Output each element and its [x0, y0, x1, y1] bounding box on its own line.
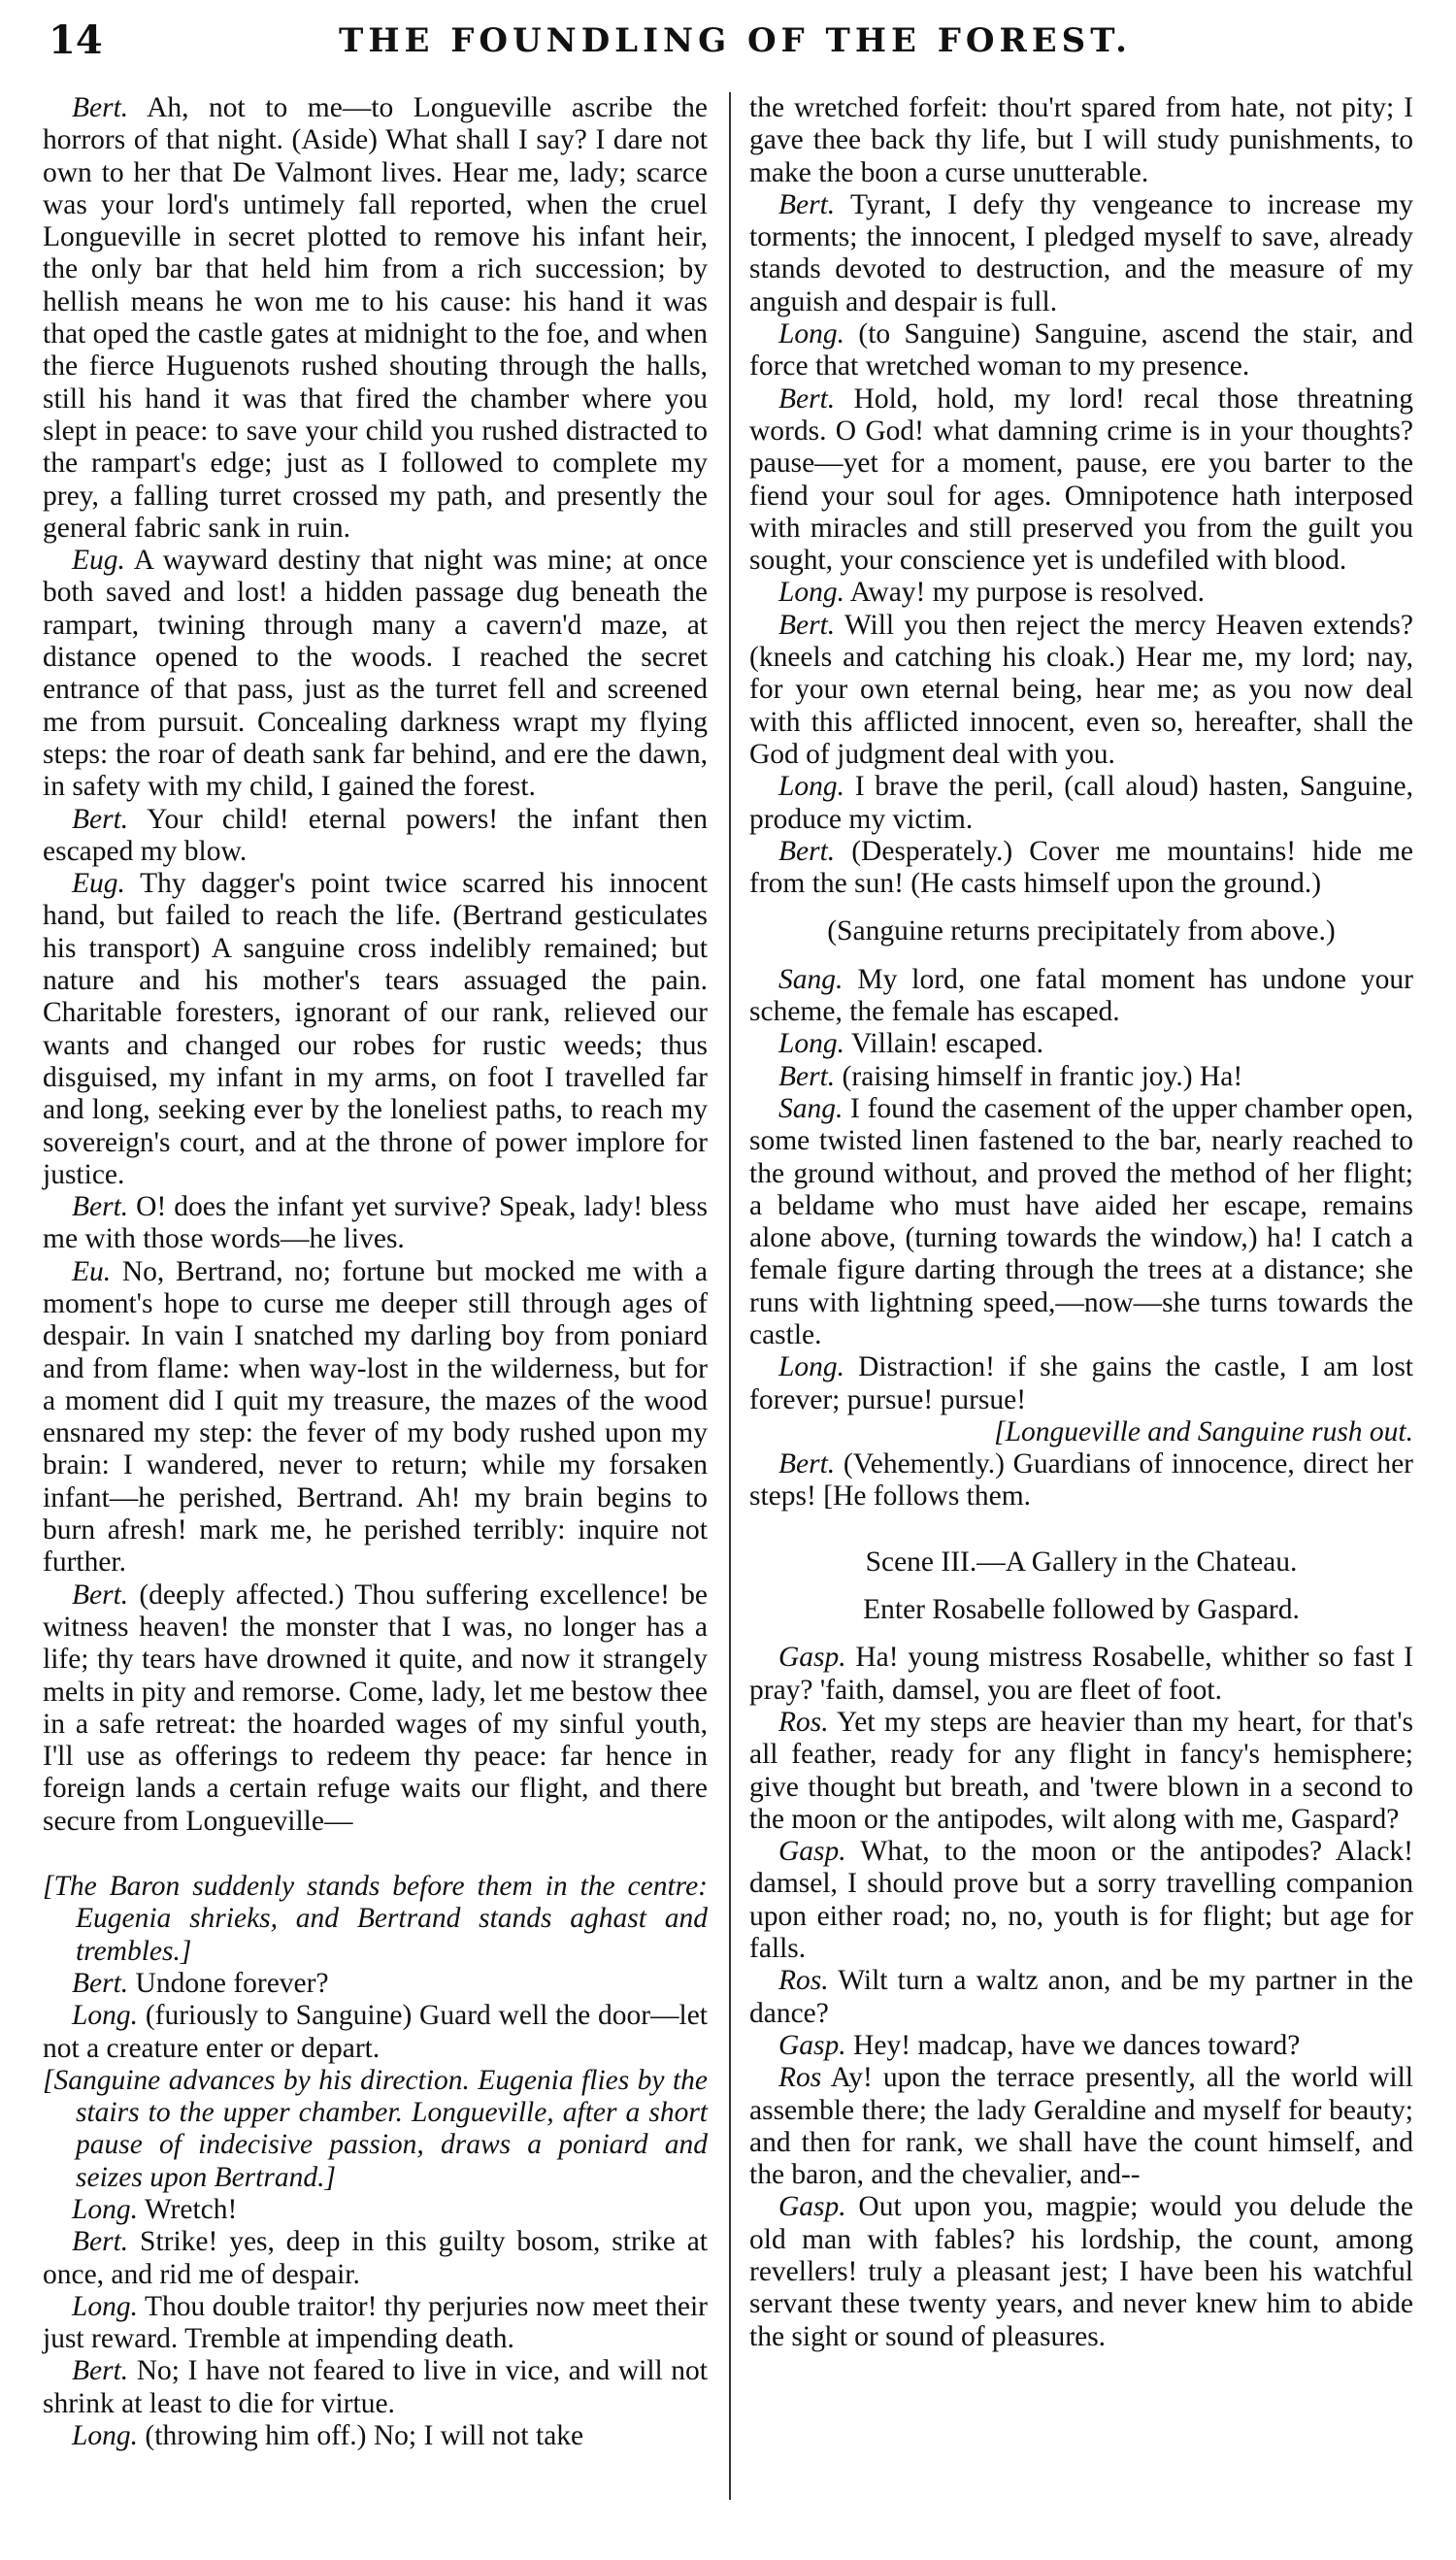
speaker-name: Bert.: [778, 835, 836, 867]
speech: [43, 868, 708, 1191]
speech: [43, 1191, 708, 1256]
speaker-name: Bert.: [72, 1967, 129, 1999]
speaker-name: Long.: [778, 577, 845, 609]
speech-text: My lord, one fatal moment has undone your scheme, the female has escaped.: [749, 963, 1413, 1028]
spacer: [749, 1513, 1413, 1546]
page-header: [49, 16, 1422, 74]
speaker-name: Bert.: [72, 1579, 129, 1611]
speech: [749, 1836, 1413, 1965]
speaker-name: Long.: [72, 2420, 139, 2452]
speech: [749, 1351, 1413, 1416]
speech: [43, 1256, 708, 1579]
speaker-name: Eu.: [72, 1255, 112, 1287]
speech-text: Thy dagger's point twice scarred his innocent hand, but failed to reach the life. (Bertrand gesticulates his transport) A sanguine cross indelibly remained; but nature and his mother's tears assuaged the pain. Charitable foresters, ignorant of our rank, relieved our wants and changed our robes for rustic weeds; thus disguised, my infant in my arms, on foot I travelled far and long, seeking ever by the loneliest paths, to reach my sovereign's court, and at the throne of power implore for justice.: [43, 868, 708, 1190]
speech: [749, 318, 1413, 383]
speech-text: (throwing him off.) No; I will not take: [138, 2420, 584, 2452]
speech: [43, 1579, 708, 1838]
speaker-name: Ros: [778, 2062, 822, 2094]
speech: [43, 2000, 708, 2065]
speech-text: Thou double traitor! thy perjuries now meet their just reward. Tremble at impending death.: [43, 2290, 708, 2355]
speech: [749, 1965, 1413, 2030]
speech-text: I found the casement of the upper chamber open, some twisted linen fastened to the bar, nearly reached to the ground without, and proved the method of her flight; a beldame who must have aided her escape, remains alone above, (turning towards the window,) ha! I catch a female figure darting through the trees at a distance; she runs with lightning speed,—now—she turns towards the castle.: [749, 1092, 1413, 1350]
column-divider: [729, 92, 731, 2500]
speech: [43, 2194, 708, 2226]
spacer: [43, 1838, 708, 1871]
speaker-name: Long.: [778, 1351, 845, 1383]
speaker-name: Bert.: [778, 609, 836, 641]
speaker-name: Gasp.: [778, 1642, 846, 1674]
centered-heading: (Sanguine returns precipitately from above.): [827, 915, 1336, 948]
speech: [749, 964, 1413, 1029]
speech-text: Your child! eternal powers! the infant then escaped my blow.: [43, 803, 708, 867]
speech-text: Ha! young mistress Rosabelle, whither so fast I pray? 'faith, damsel, you are fleet of foot.: [749, 1642, 1413, 1706]
speech: [749, 1642, 1413, 1707]
speaker-name: Bert.: [72, 2226, 129, 2258]
speech-text: Ah, not to me—to Longueville ascribe the horrors of that night. (Aside) What shall I say? I dare not own to her that De Valmont lives. Hear me, lady; scarce was your lord's untimely fall reported, when the cruel Longueville in secret plotted to remove his infant heir, the only bar that held him from a rich succession; by hellish means he won me to his cause: his hand it was that oped the castle gates at midnight to the foe, and when the fierce Huguenots rushed shouting through the halls, still his hand it was that fired the chamber where you slept in peace: to save your child you rushed distracted to the rampart's edge; just as I followed to complete my prey, a falling turret crossed my path, and presently the general fabric sank in ruin.: [43, 92, 708, 544]
speech: [749, 1028, 1413, 1060]
spacer: [749, 948, 1413, 964]
spacer: [749, 900, 1413, 915]
speaker-name: Bert.: [778, 1448, 836, 1480]
spacer: [749, 1579, 1413, 1594]
speech: [749, 836, 1413, 901]
spacer: [749, 1626, 1413, 1642]
speech-text: Ay! upon the terrace presently, all the world will assemble there; the lady Geraldine and myself for beauty; and then for rank, we shall have the count himself, and the baron, and the chevalier, and--: [749, 2062, 1413, 2191]
exit-direction: [Longueville and Sanguine rush out.: [994, 1415, 1413, 1447]
speech: [43, 2291, 708, 2356]
speaker-name: Bert.: [72, 2355, 129, 2387]
centered-heading: Scene III.—A Gallery in the Chateau.: [865, 1546, 1298, 1578]
speech: [749, 1707, 1413, 1836]
speaker-name: Bert.: [778, 188, 836, 220]
speech-text: Undone forever?: [128, 1967, 329, 1999]
stage-direction: [The Baron suddenly stands before them in the centre: Eugenia shrieks, and Bertrand stands aghast and trembles.]: [43, 1871, 708, 1967]
speaker-name: Bert.: [72, 92, 129, 123]
speech-text: I brave the peril, (call aloud) hasten, Sanguine, produce my victim.: [749, 771, 1413, 835]
speaker-name: Sang.: [778, 963, 844, 995]
speech: [749, 577, 1413, 609]
speech-text: Distraction! if she gains the castle, I am lost forever; pursue! pursue!: [749, 1351, 1413, 1415]
speech: [43, 2355, 708, 2420]
speaker-name: Long.: [72, 2194, 139, 2225]
speech: [749, 2062, 1413, 2191]
speech-text: What, to the moon or the antipodes? Alack! damsel, I should prove but a sorry travelling companion upon either road; no, no, youth is for flight; but age for falls.: [749, 1836, 1413, 1965]
speech-text: Tyrant, I defy thy vengeance to increase my torments; the innocent, I pledged myself to save, already stands devoted to destruction, and the measure of my anguish and despair is full.: [749, 188, 1413, 317]
speech-text: No, Bertrand, no; fortune but mocked me with a moment's hope to curse me deeper still through ages of despair. In vain I snatched my darling boy from poniard and from flame: when way-lost in the wilderness, but for a moment did I quit my treasure, the mazes of the wood ensnared my step: the fever of my body rushed upon my brain: I wandered, never to return; while my forsaken infant—he perished, Bertrand. Ah! my brain begins to burn afresh! mark me, he perished terribly: inquire not further.: [43, 1255, 708, 1579]
speaker-name: Bert.: [72, 803, 129, 835]
speech-text: (to Sanguine) Sanguine, ascend the stair, and force that wretched woman to my presence.: [749, 318, 1413, 382]
running-title: THE FOUNDLING OF THE FOREST.: [339, 21, 1132, 60]
speech: [43, 2420, 708, 2452]
speech: [749, 1061, 1413, 1093]
speech: [43, 92, 708, 545]
speech: [749, 1448, 1413, 1513]
speaker-name: Eug.: [72, 545, 125, 577]
speech-text: A wayward destiny that night was mine; at once both saved and lost! a hidden passage dug beneath the rampart, twining through many a cavern'd maze, at distance opened to the woods. I reached the secret entrance of that pass, just as the turret fell and screened me from pursuit. Concealing darkness wrapt my flying steps: the roar of death sank far behind, and ere the dawn, in safety with my child, I gained the forest.: [43, 545, 708, 803]
speaker-name: Ros.: [778, 1706, 829, 1738]
speaker-name: Gasp.: [778, 2191, 846, 2223]
speech-text: Hold, hold, my lord! recal those threatning words. O God! what damning crime is in your thoughts? pause—yet for a moment, pause, ere you barter to the fiend your soul for ages. Omnipotence hath interposed with miracles and still preserved you from the guilt you sought, your conscience yet is undefiled with blood.: [749, 382, 1413, 577]
speech: [749, 610, 1413, 771]
speech-text: No; I have not feared to live in vice, and will not shrink at least to die for virtue.: [43, 2355, 708, 2419]
speech-text: Will you then reject the mercy Heaven extends? (kneels and catching his cloak.) Hear me, my lord; nay, for your own eternal being, hear me; as you now deal with this afflicted innocent, even so, hereafter, shall the God of judgment deal with you.: [749, 609, 1413, 770]
speech-text: Wilt turn a waltz anon, and be my partner in the dance?: [749, 1965, 1413, 2029]
speech-text: (deeply affected.) Thou suffering excellence! be witness heaven! the monster that I was, no longer has a life; thy tears have drowned it quite, and now it strangely melts in pity and remorse. Come, lady, let me bestow thee in a safe retreat: the hoarded wages of my sinful youth, I'll use as offerings to redeem thy peace: far hence in foreign lands a certain refuge waits our flight, and there secure from Longueville—: [43, 1579, 708, 1837]
speaker-name: Long.: [778, 1028, 845, 1060]
speech: [43, 545, 708, 803]
speech-text: (furiously to Sanguine) Guard well the door—let not a creature enter or depart.: [43, 2000, 708, 2064]
speech-text: Villain! escaped.: [844, 1028, 1043, 1060]
speaker-name: Gasp.: [778, 2029, 846, 2061]
left-column: [43, 92, 708, 2452]
speaker-name: Gasp.: [778, 1836, 846, 1868]
speech: [749, 383, 1413, 578]
speech-text: (Desperately.) Cover me mountains! hide me from the sun! (He casts himself upon the ground.): [749, 835, 1413, 900]
speech-text: (raising himself in frantic joy.) Ha!: [835, 1060, 1243, 1092]
speaker-name: Bert.: [778, 1060, 836, 1092]
speech: [43, 804, 708, 869]
speech-continuation: the wretched forfeit: thou'rt spared from hate, not pity; I gave thee back thy life, but I will study punishments, to make the boon a curse unutterable.: [749, 92, 1413, 188]
speaker-name: Long.: [778, 771, 845, 803]
speaker-name: Long.: [72, 2290, 139, 2322]
speaker-name: Long.: [778, 318, 845, 350]
speech-text: Yet my steps are heavier than my heart, for that's all feather, ready for any flight in fancy's hemisphere; give thought but breath, and 'twere blown in a second to the moon or the antipodes, wilt along with me, Gaspard?: [749, 1706, 1413, 1835]
speech-text: O! does the infant yet survive? Speak, lady! bless me with those words—he lives.: [43, 1191, 708, 1255]
speech-text: Out upon you, magpie; would you delude the old man with fables? his lordship, the count, among revellers! truly a pleasant jest; I have been his watchful servant these twenty years, and never knew him to abide the sight or sound of pleasures.: [749, 2191, 1413, 2352]
speaker-name: Sang.: [778, 1092, 844, 1124]
speech: [749, 1093, 1413, 1351]
speech: [749, 771, 1413, 836]
page-number: 14: [49, 17, 103, 63]
speech-text: (Vehemently.) Guardians of innocence, direct her steps! [He follows them.: [749, 1448, 1413, 1513]
speech-text: Away! my purpose is resolved.: [844, 577, 1205, 609]
speaker-name: Eug.: [72, 868, 125, 900]
speech-text: Hey! madcap, have we dances toward?: [845, 2029, 1301, 2061]
right-column: [749, 92, 1413, 2353]
speech: [749, 2191, 1413, 2352]
centered-heading: Enter Rosabelle followed by Gaspard.: [863, 1594, 1300, 1626]
speaker-name: Bert.: [72, 1191, 129, 1223]
speaker-name: Long.: [72, 2000, 139, 2032]
speech: [749, 2030, 1413, 2062]
speaker-name: Bert.: [778, 382, 836, 415]
speech: [43, 2226, 708, 2291]
stage-direction: [Sanguine advances by his direction. Eugenia flies by the stairs to the upper chamber. Longueville, after a short pause of indecisive passion, draws a poniard and seizes upon Bertrand.]: [43, 2064, 708, 2193]
speech: [43, 1968, 708, 2000]
speech-text: Wretch!: [138, 2194, 238, 2225]
speech: [749, 189, 1413, 318]
speaker-name: Ros.: [778, 1965, 829, 1997]
speech-text: Strike! yes, deep in this guilty bosom, strike at once, and rid me of despair.: [43, 2226, 708, 2290]
